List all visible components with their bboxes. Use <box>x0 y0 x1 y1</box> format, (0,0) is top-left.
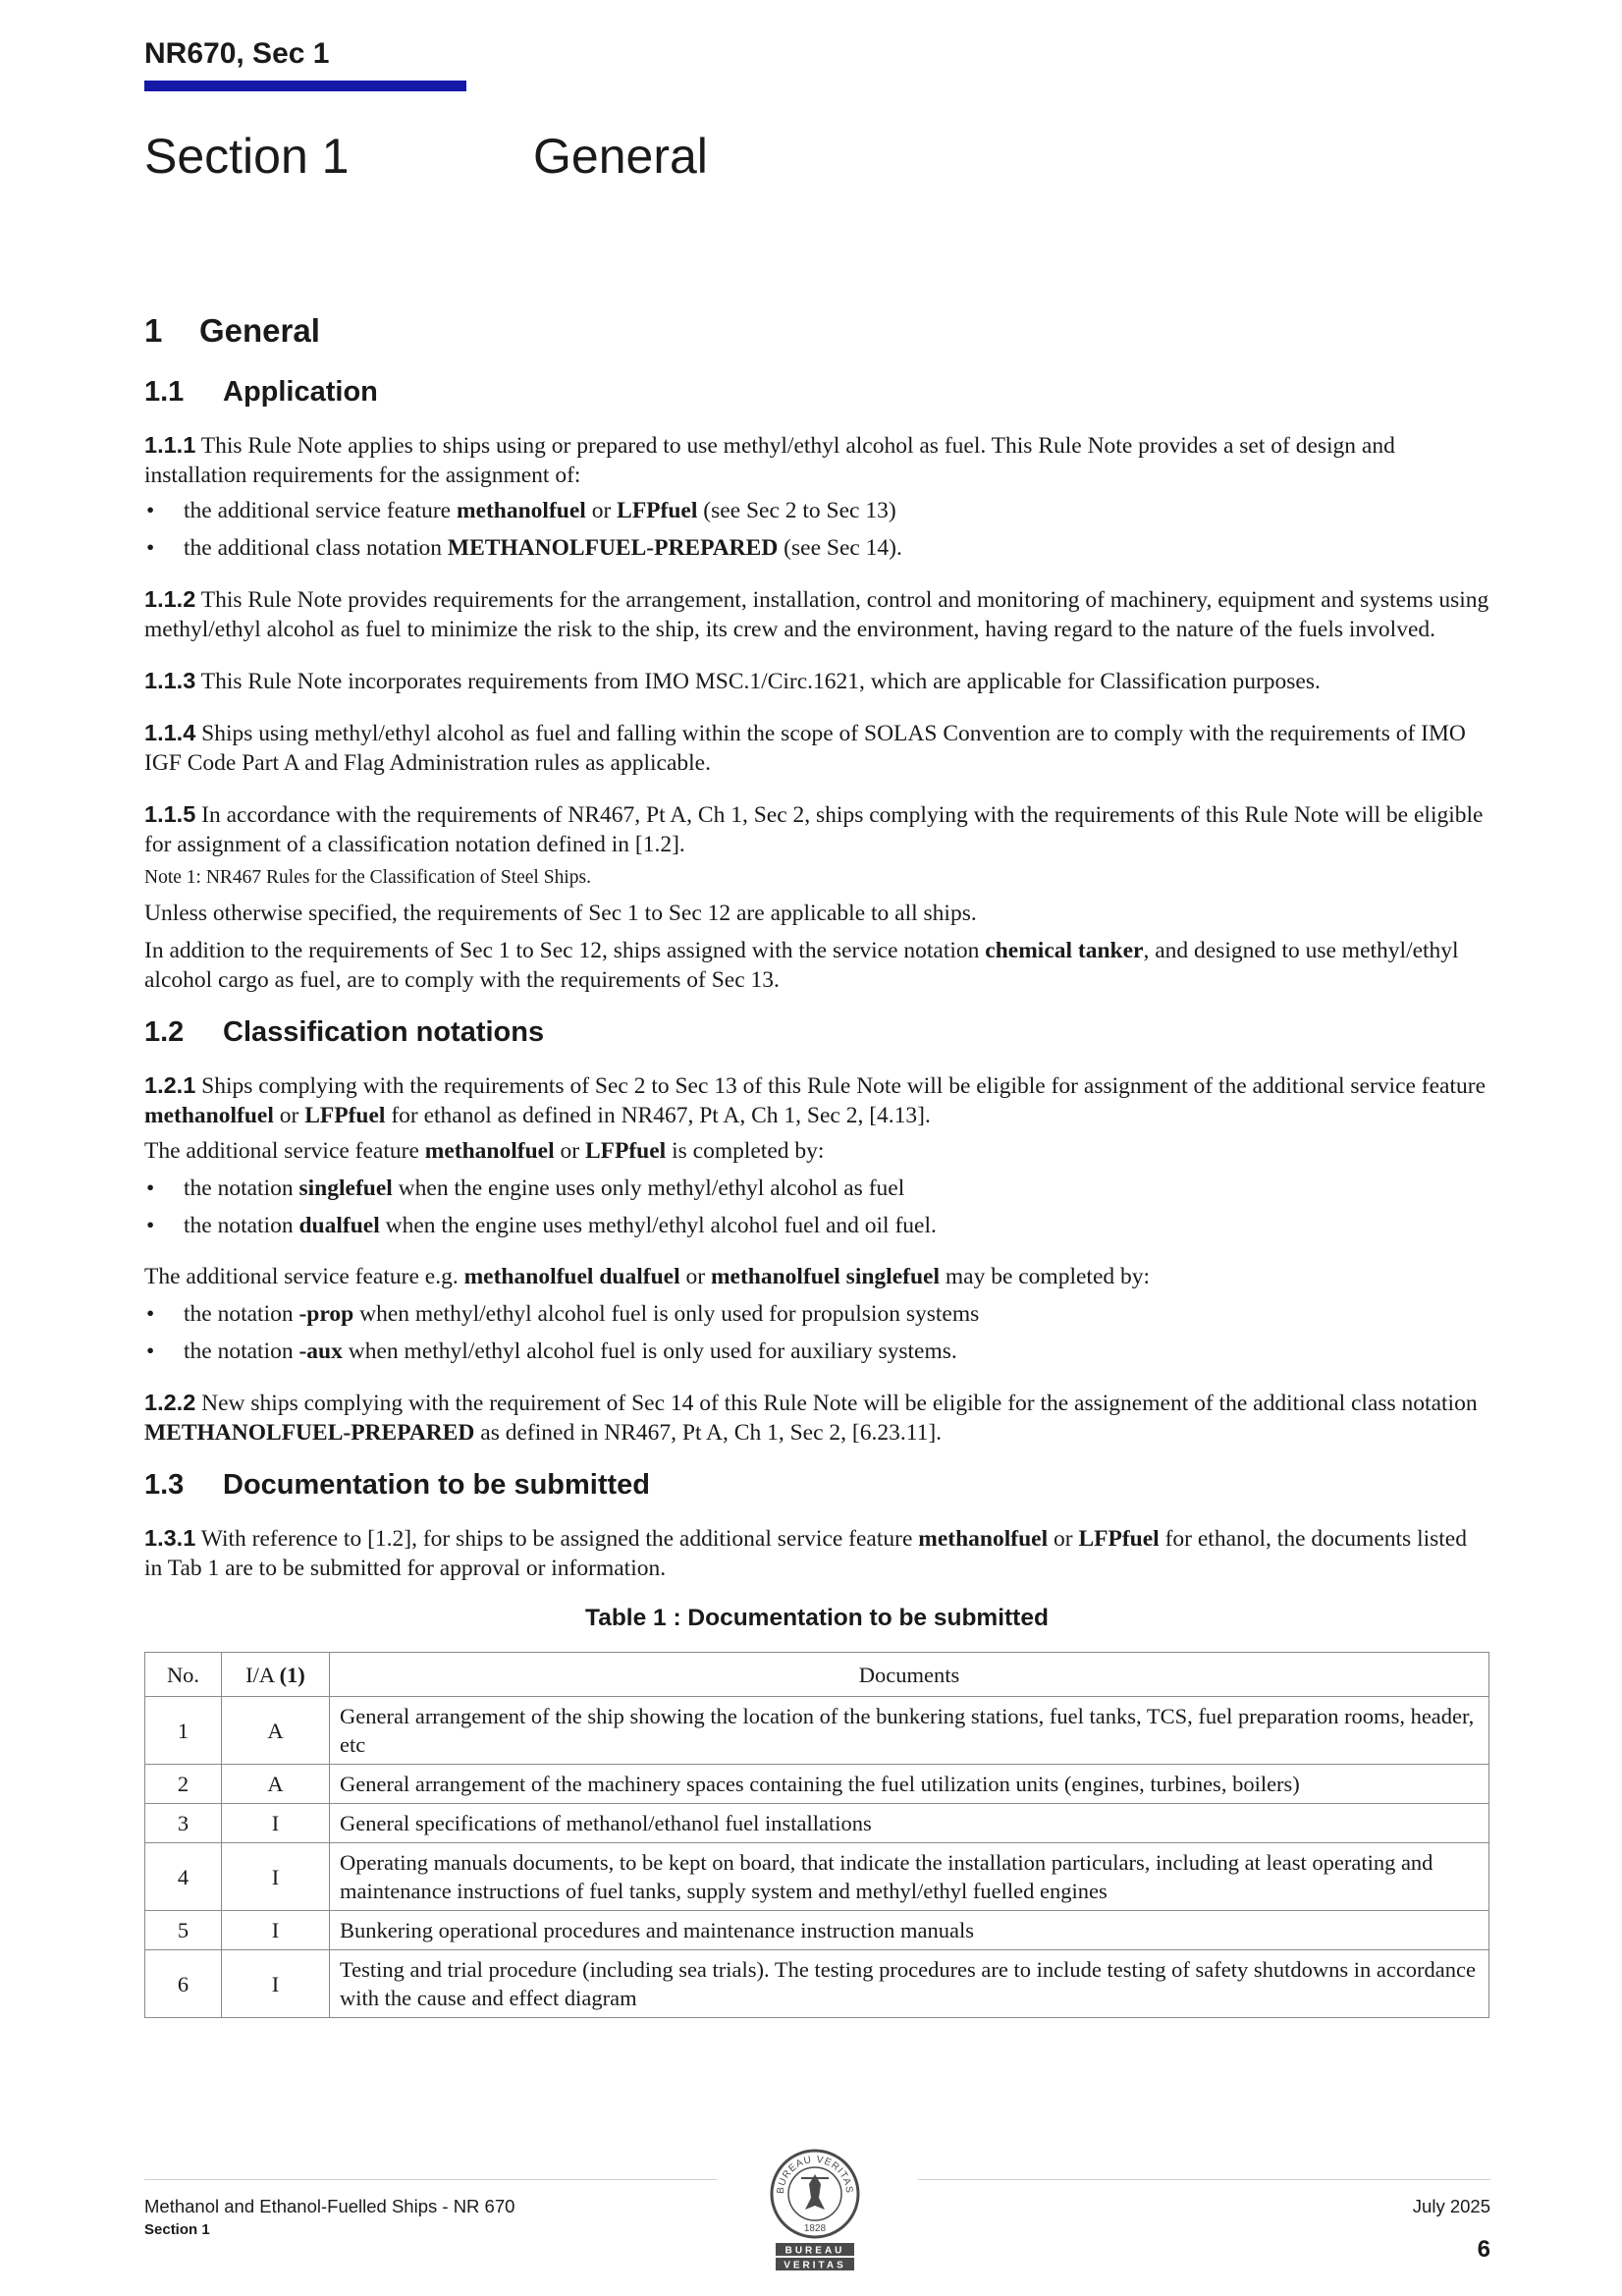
note: Note 1: NR467 Rules for the Classification of Steel Ships. <box>144 867 591 888</box>
cell-ia: I <box>222 1911 330 1950</box>
heading-number: 1 <box>144 312 163 349</box>
list-item: • the notation -prop when methyl/ethyl alcohol fuel is only used for propulsion systems <box>144 1299 1489 1329</box>
heading-title: General <box>199 312 320 349</box>
cell-ia: I <box>222 1843 330 1911</box>
cell-no: 5 <box>145 1911 222 1950</box>
heading-1-2 <box>144 1016 1489 1049</box>
footer-divider-right <box>918 2179 1490 2180</box>
paragraph-text: This Rule Note applies to ships using or prepared to use methyl/ethyl alcohol as fuel. This Rule Note provides a set of design and installation requirements for the assignment of: <box>144 433 1395 488</box>
paragraph-number: 1.2.1 <box>144 1072 196 1098</box>
column-header-ia: I/A (1) <box>222 1653 330 1697</box>
cell-ia: I <box>222 1804 330 1843</box>
paragraph-1-2-2: 1.2.2 New ships complying with the requirement of Sec 14 of this Rule Note will be eligible for the assignement of the additional class notation METHANOLFUEL-PREPARED as defined in NR467, Pt A, Ch 1, Sec 2, [6.23.11]. <box>144 1390 1478 1446</box>
bullet-list <box>144 496 1489 563</box>
cell-no: 4 <box>145 1843 222 1911</box>
table-row <box>145 1911 1489 1950</box>
cell-document: General arrangement of the ship showing the location of the bunkering stations, fuel tanks, TCS, fuel preparation rooms, header, etc <box>330 1697 1489 1765</box>
cell-document: Testing and trial procedure (including sea trials). The testing procedures are to include testing of safety shutdowns in accordance with the cause and effect diagram <box>330 1950 1489 2018</box>
list-item: • the notation -aux when methyl/ethyl alcohol fuel is only used for auxiliary systems. <box>144 1337 1489 1366</box>
table-header-row <box>145 1653 1489 1697</box>
paragraph-1-1-3 <box>144 666 1489 696</box>
list-item: • the additional class notation METHANOLFUEL-PREPARED (see Sec 14). <box>144 533 1489 563</box>
paragraph-number: 1.1.3 <box>144 668 196 693</box>
footer-divider-left <box>144 2179 717 2180</box>
paragraph-text: The additional service feature methanolfuel or LFPfuel is completed by: <box>144 1138 825 1164</box>
table-row <box>145 1843 1489 1911</box>
footer-date: July 2025 <box>1412 2196 1490 2216</box>
footer-section-label: Section 1 <box>144 2221 210 2238</box>
cell-document: General specifications of methanol/ethanol fuel installations <box>330 1804 1489 1843</box>
heading-title: Documentation to be submitted <box>223 1469 650 1501</box>
paragraph-1-1-2 <box>144 584 1489 644</box>
cell-document: Operating manuals documents, to be kept on board, that indicate the installation particulars, including at least operating and maintenance instructions of fuel tanks, supply system and methyl/ethyl fuelled engines <box>330 1843 1489 1911</box>
cell-no: 6 <box>145 1950 222 2018</box>
heading-title: Classification notations <box>223 1016 545 1048</box>
cell-ia: A <box>222 1765 330 1804</box>
cell-no: 1 <box>145 1697 222 1765</box>
cell-document: Bunkering operational procedures and maintenance instruction manuals <box>330 1911 1489 1950</box>
header-accent-bar <box>144 81 466 91</box>
paragraph-number: 1.1.4 <box>144 720 196 745</box>
paragraph-number: 1.3.1 <box>144 1525 196 1551</box>
document-code: NR670, Sec 1 <box>144 37 330 70</box>
paragraph-text: Unless otherwise specified, the requirements of Sec 1 to Sec 12 are applicable to all ships. <box>144 901 977 926</box>
list-item: • the notation dualfuel when the engine uses methyl/ethyl alcohol fuel and oil fuel. <box>144 1211 1489 1240</box>
paragraph-text: In addition to the requirements of Sec 1 to Sec 12, ships assigned with the service notation chemical tanker, and designed to use methyl/ethyl alcohol cargo as fuel, are to comply with the requirements of Sec 13. <box>144 938 1459 993</box>
heading-title: Application <box>223 376 378 408</box>
svg-text:BUREAU VERITAS: BUREAU VERITAS <box>775 2154 855 2195</box>
heading-number: 1.2 <box>144 1016 185 1048</box>
list-item: • the additional service feature methanolfuel or LFPfuel (see Sec 2 to Sec 13) <box>144 496 1489 525</box>
paragraph-1-1-1 <box>144 430 1489 490</box>
cell-document: General arrangement of the machinery spaces containing the fuel utilization units (engines, turbines, boilers) <box>330 1765 1489 1804</box>
table-row <box>145 1804 1489 1843</box>
section-name: General <box>533 129 708 184</box>
documentation-table <box>144 1652 1489 2018</box>
table-row <box>145 1765 1489 1804</box>
list-item: • the notation singlefuel when the engine uses only methyl/ethyl alcohol as fuel <box>144 1174 1489 1203</box>
column-header-documents: Documents <box>330 1653 1489 1697</box>
section-number: Section 1 <box>144 129 350 184</box>
bureau-veritas-logo <box>762 2137 868 2274</box>
heading-number: 1.1 <box>144 376 185 408</box>
cell-no: 2 <box>145 1765 222 1804</box>
heading-1-1 <box>144 376 1489 409</box>
table-row <box>145 1697 1489 1765</box>
paragraph-number: 1.1.2 <box>144 586 196 612</box>
heading-1-3 <box>144 1469 1489 1502</box>
cell-ia: A <box>222 1697 330 1765</box>
column-header-no: No. <box>145 1653 222 1697</box>
svg-text:BUREAU: BUREAU <box>784 2245 845 2257</box>
footnote-ref: (1) <box>279 1662 305 1687</box>
cell-no: 3 <box>145 1804 222 1843</box>
paragraph-1-1-5 <box>144 799 1489 859</box>
page-number: 6 <box>1477 2236 1490 2263</box>
paragraph-number: 1.1.1 <box>144 432 196 458</box>
table-title: Table 1 : Documentation to be submitted <box>585 1605 1049 1631</box>
paragraph-number: 1.2.2 <box>144 1390 196 1415</box>
svg-text:1828: 1828 <box>803 2223 827 2234</box>
cell-ia: I <box>222 1950 330 2018</box>
paragraph-1-2-1: 1.2.1 Ships complying with the requirements of Sec 2 to Sec 13 of this Rule Note will be eligible for assignment of the additional service feature methanolfuel or LFPfuel for ethanol as defined in NR467, Pt A, Ch 1, Sec 2, [4.13]. <box>144 1072 1487 1128</box>
paragraph-1-1-4 <box>144 718 1489 778</box>
heading-number: 1.3 <box>144 1469 185 1501</box>
svg-text:VERITAS: VERITAS <box>784 2260 846 2271</box>
paragraph-number: 1.1.5 <box>144 801 196 827</box>
table-row <box>145 1950 1489 2018</box>
paragraph-text: This Rule Note incorporates requirements from IMO MSC.1/Circ.1621, which are applicable for Classification purposes. <box>200 669 1321 694</box>
paragraph-text: The additional service feature e.g. methanolfuel dualfuel or methanolfuel singlefuel may be completed by: <box>144 1264 1151 1289</box>
footer-document-title: Methanol and Ethanol-Fuelled Ships - NR 670 <box>144 2196 515 2216</box>
bullet-list <box>144 1174 1489 1240</box>
paragraph-text: Ships using methyl/ethyl alcohol as fuel and falling within the scope of SOLAS Convention are to comply with the requirements of IMO IGF Code Part A and Flag Administration rules as applicable. <box>144 721 1466 776</box>
paragraph-text: In accordance with the requirements of NR467, Pt A, Ch 1, Sec 2, ships complying with the requirements of this Rule Note will be eligible for assignment of a classification notation defined in [1.2]. <box>144 802 1484 857</box>
paragraph-text: This Rule Note provides requirements for the arrangement, installation, control and monitoring of machinery, equipment and systems using methyl/ethyl alcohol as fuel to minimize the risk to the ship, its crew and the environment, having regard to the nature of the fuels involved. <box>144 587 1489 642</box>
heading-1 <box>144 312 1489 350</box>
paragraph-1-3-1: 1.3.1 With reference to [1.2], for ships to be assigned the additional service feature methanolfuel or LFPfuel for ethanol, the documents listed in Tab 1 are to be submitted for approval or information. <box>144 1525 1467 1581</box>
page-content <box>144 312 1489 2018</box>
bullet-list <box>144 1299 1489 1366</box>
